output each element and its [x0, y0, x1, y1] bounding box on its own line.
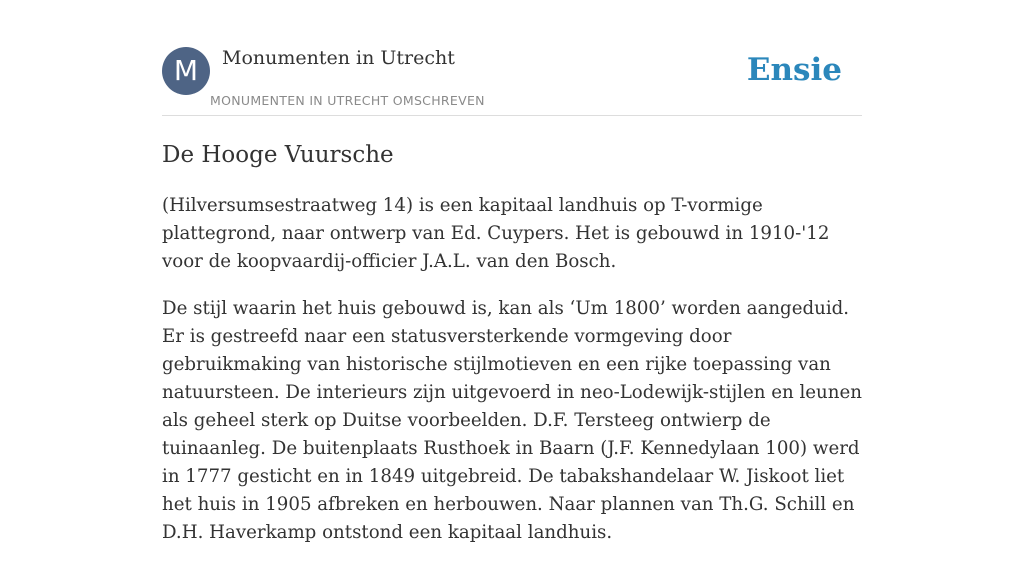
article — [162, 138, 862, 566]
site-title-link[interactable]: Monumenten in Utrecht — [222, 47, 455, 69]
header-divider — [162, 115, 862, 116]
site-subtitle: MONUMENTEN IN UTRECHT OMSCHREVEN — [210, 93, 485, 108]
article-title: De Hooge Vuursche — [162, 142, 394, 168]
article-paragraph: De stijl waarin het huis gebouwd is, kan als ‘Um 1800’ worden aangeduid. Er is gestreefd naar een statusversterkende vormgeving door gebruikmaking van historische stijlmotieven en een rijke toepassing van natuursteen. De interieurs zijn uitgevoerd in neo-Lodewijk-stijlen en leunen als geheel sterk op Duitse voorbeelden. D.F. Tersteeg ontwierp de tuinaanleg. De buitenplaats Rusthoek in Baarn (J.F. Kennedylaan 100) werd in 1777 gesticht en in 1849 uitgebreid. De tabakshandelaar W. Jiskoot liet het huis in 1905 afbreken en herbouwen. Naar plannen van Th.G. Schill en D.H. Haverkamp ontstond een kapitaal landhuis. — [162, 298, 862, 543]
brand-logo-link[interactable]: Ensie — [746, 52, 842, 88]
site-header — [162, 46, 862, 116]
article-paragraph: (Hilversumsestraatweg 14) is een kapitaal landhuis op T-vormige plattegrond, naar ontwerp van Ed. Cuypers. Het is gebouwd in 1910-'12 voor de koopvaardij-officier J.A.L. van den Bosch. — [162, 195, 830, 272]
avatar[interactable]: M — [162, 47, 210, 95]
